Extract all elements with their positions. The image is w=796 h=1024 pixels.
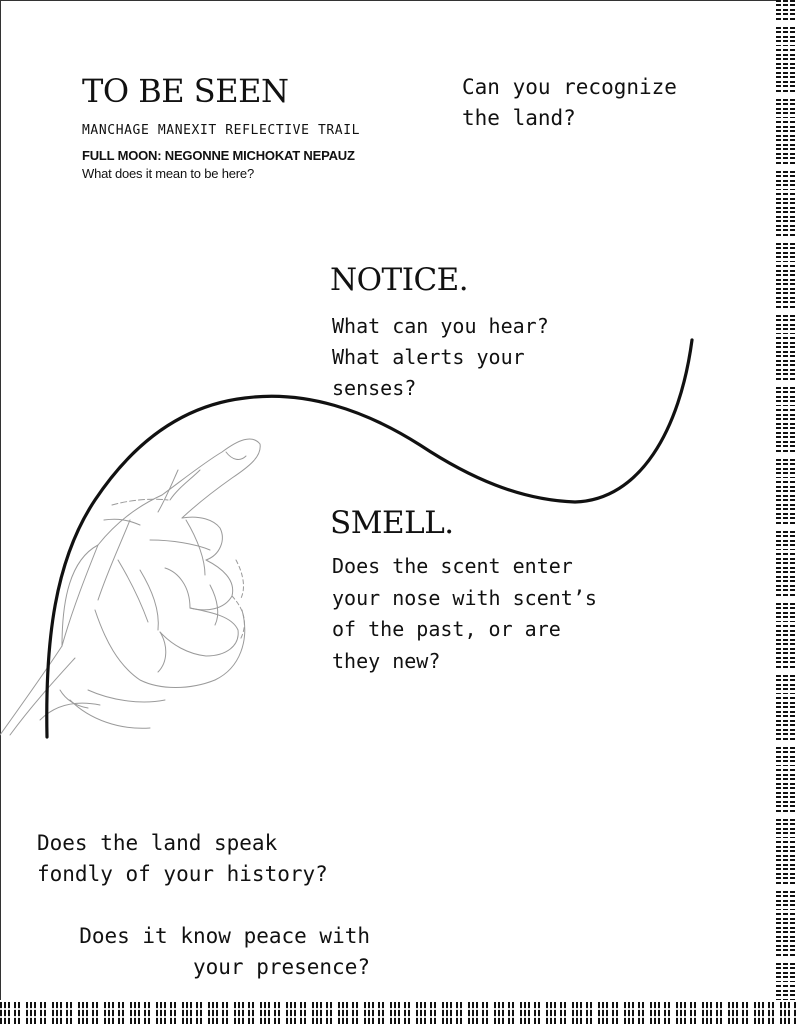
here-question: What does it mean to be here? [82, 166, 254, 181]
smell-line-2: your nose with scent’s [332, 585, 597, 610]
page-title: TO BE SEEN [82, 72, 289, 110]
notice-line-3: senses? [332, 376, 417, 400]
smell-line-3: of the past, or are [332, 617, 561, 641]
recognize-line-1: Can you recognize [462, 75, 677, 99]
peace-line-1: Does it know peace with [79, 924, 370, 948]
smell-line-4: they new? [332, 648, 441, 673]
recognize-prompt [462, 72, 742, 134]
trail-name: MANCHAGE MANEXIT REFLECTIVE TRAIL [82, 123, 361, 138]
land-speak-prompt [37, 828, 397, 890]
peace-line-2: your presence? [192, 955, 370, 979]
smell-prompt [332, 551, 672, 677]
smell-heading: SMELL. [330, 505, 454, 541]
land-speak-line-2: fondly of your history? [37, 862, 328, 886]
recognize-line-2: the land? [462, 106, 576, 130]
bottom-pattern-border-overlay [0, 1002, 796, 1024]
notice-heading: NOTICE. [330, 262, 469, 298]
land-speak-line-1: Does the land speak [37, 831, 278, 855]
notice-line-1: What can you hear? [332, 314, 549, 338]
smell-line-1: Does the scent enter [332, 554, 573, 578]
right-pattern-border-overlay [776, 0, 796, 1000]
peace-prompt [40, 921, 370, 983]
full-moon-line: FULL MOON: NEGONNE MICHOKAT NEPAUZ [82, 148, 355, 163]
notice-prompt [332, 311, 632, 404]
notice-line-2: What alerts your [332, 345, 525, 369]
